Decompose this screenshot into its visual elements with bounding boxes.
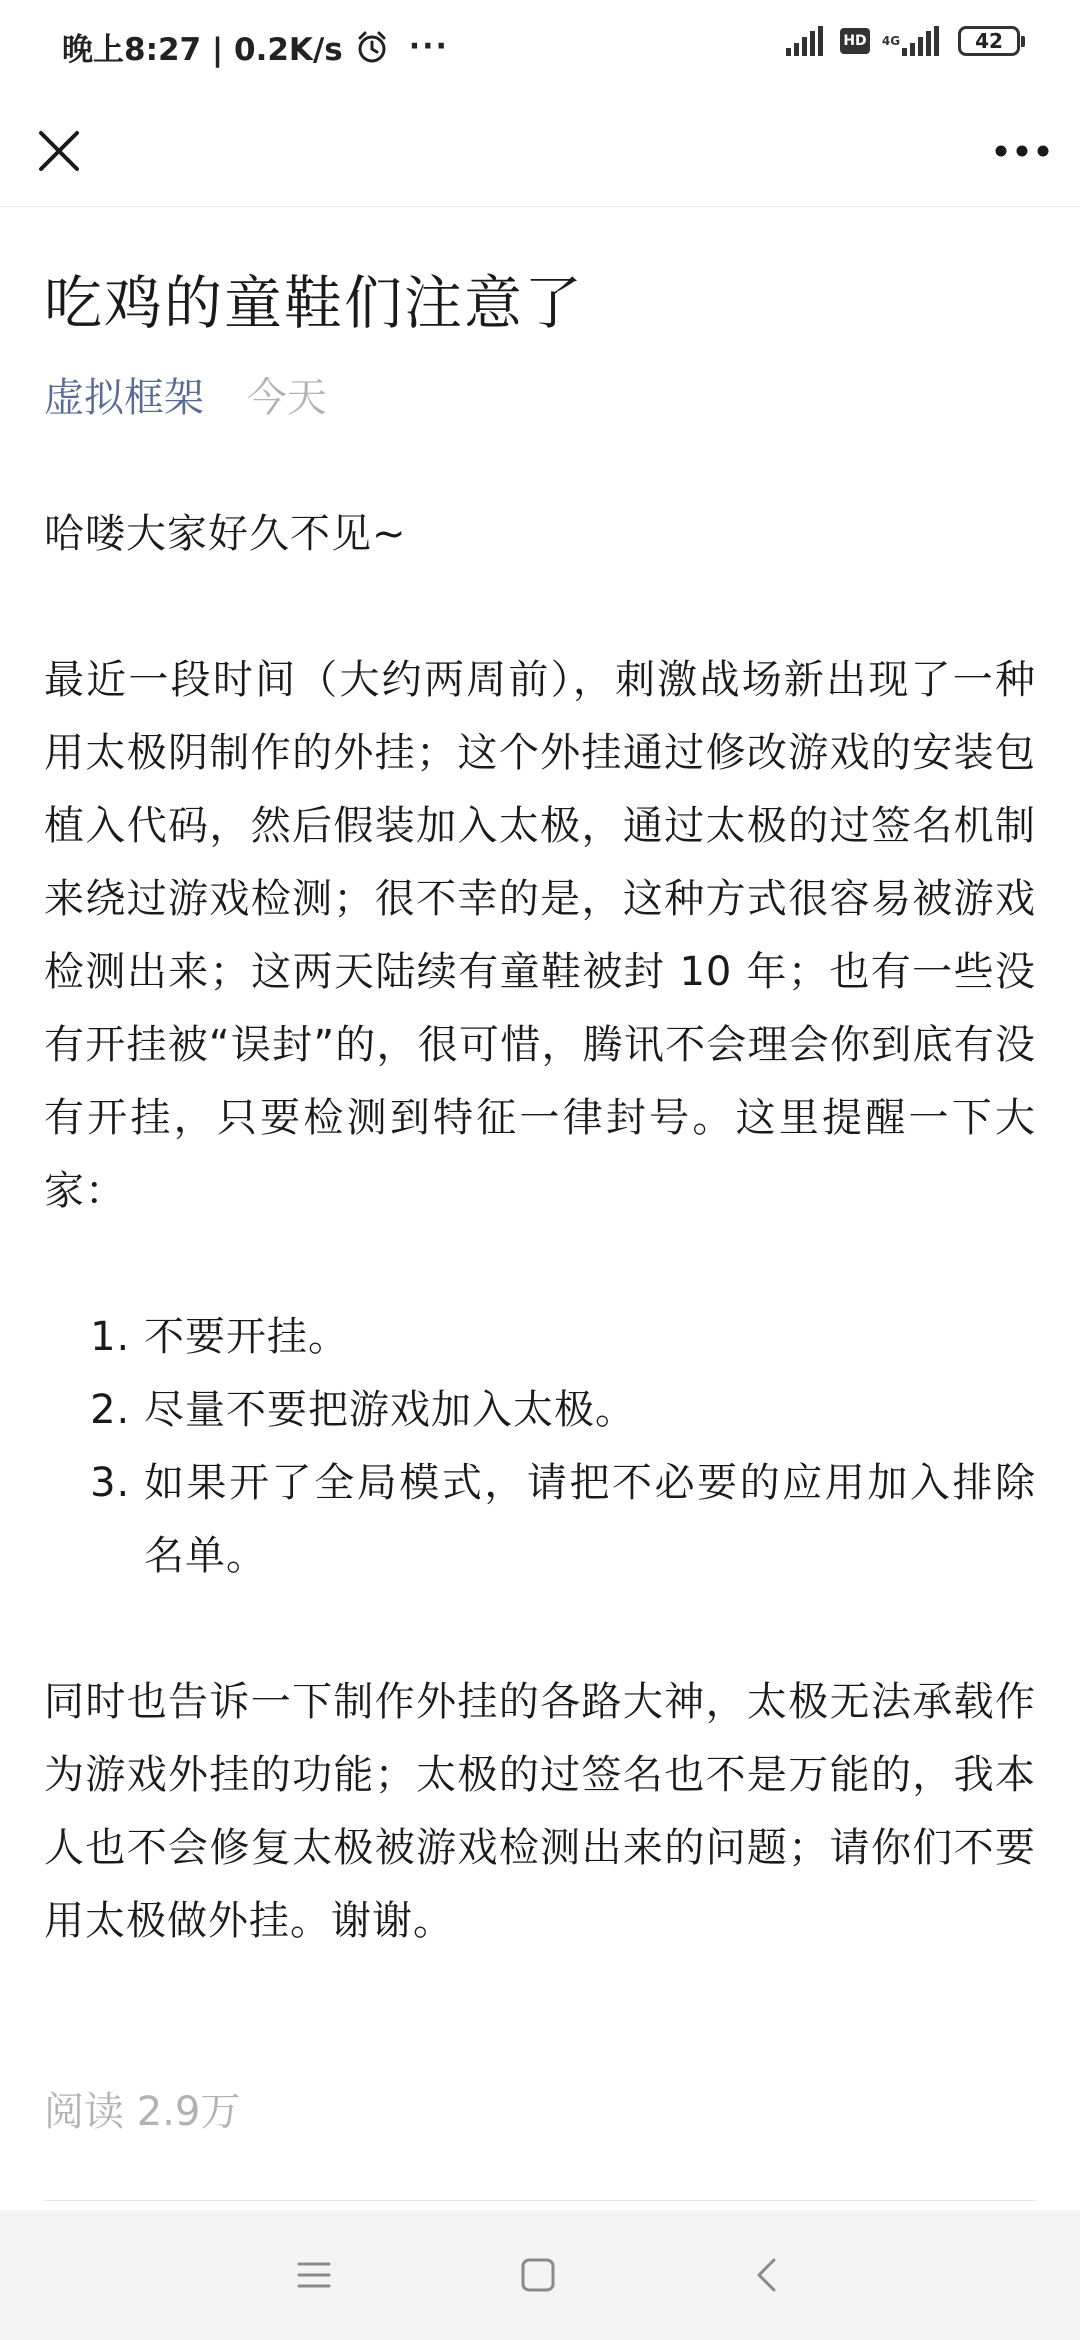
tips-list — [44, 1301, 1036, 1593]
menu-button[interactable] — [284, 2245, 344, 2305]
home-button[interactable] — [508, 2245, 568, 2305]
close-button[interactable] — [26, 118, 92, 184]
article-meta — [44, 370, 1036, 426]
read-count: 阅读 2.9万 — [44, 2089, 241, 2135]
more-horizontal-icon — [994, 144, 1050, 158]
status-right — [786, 26, 1020, 56]
home-square-icon — [521, 2258, 555, 2292]
network-type-label: 4G — [881, 34, 901, 48]
status-bar — [0, 0, 1080, 96]
hd-badge: HD — [840, 28, 870, 54]
menu-icon — [297, 2260, 331, 2290]
signal-icon — [786, 26, 826, 56]
signal-icon-secondary — [902, 26, 942, 56]
alarm-clock-icon — [355, 30, 389, 64]
author-link[interactable]: 虚拟框架 — [44, 375, 204, 421]
article — [44, 206, 1036, 2140]
article-body — [44, 498, 1036, 1958]
greeting-paragraph: 哈喽大家好久不见~ — [44, 511, 407, 557]
notification-more-dots: ··· — [408, 29, 449, 64]
back-button[interactable] — [736, 2245, 796, 2305]
body-paragraph-1: 最近一段时间（大约两周前），刺激战场新出现了一种用太极阴制作的外挂；这个外挂通过修改游戏的安装包植入代码，然后假装加入太极，通过太极的过签名机制来绕过游戏检测；很不幸的是，这种方式很容易被游戏检测出来；这两天陆续有童鞋被封 10 年；也有一些没有开挂被“误封”的，很可惜，腾讯不会理会你到底有没有开挂，只要检测到特征一律封号。这里提醒一下大家： — [44, 657, 1036, 1214]
list-item: 1. 不要开挂。 — [144, 1301, 1036, 1374]
more-button[interactable] — [986, 118, 1058, 184]
battery-indicator: 42 — [958, 26, 1020, 56]
body-paragraph-2: 同时也告诉一下制作外挂的各路大神，太极无法承载作为游戏外挂的功能；太极的过签名也不是万能的，我本人也不会修复太极被游戏检测出来的问题；请你们不要用太极做外挂。谢谢。 — [44, 1679, 1036, 1944]
status-time-speed: 晚上8:27 | 0.2K/s — [62, 32, 343, 68]
list-item: 3. 如果开了全局模式，请把不必要的应用加入排除名单。 — [144, 1447, 1036, 1593]
publish-date: 今天 — [246, 375, 327, 421]
status-left — [62, 24, 449, 69]
top-nav — [0, 96, 1080, 207]
close-icon — [38, 130, 80, 172]
divider — [44, 2200, 1036, 2201]
list-item: 2. 尽量不要把游戏加入太极。 — [144, 1374, 1036, 1447]
article-title: 吃鸡的童鞋们注意了 — [44, 269, 585, 337]
system-nav-bar — [0, 2210, 1080, 2340]
back-chevron-icon — [754, 2257, 778, 2293]
